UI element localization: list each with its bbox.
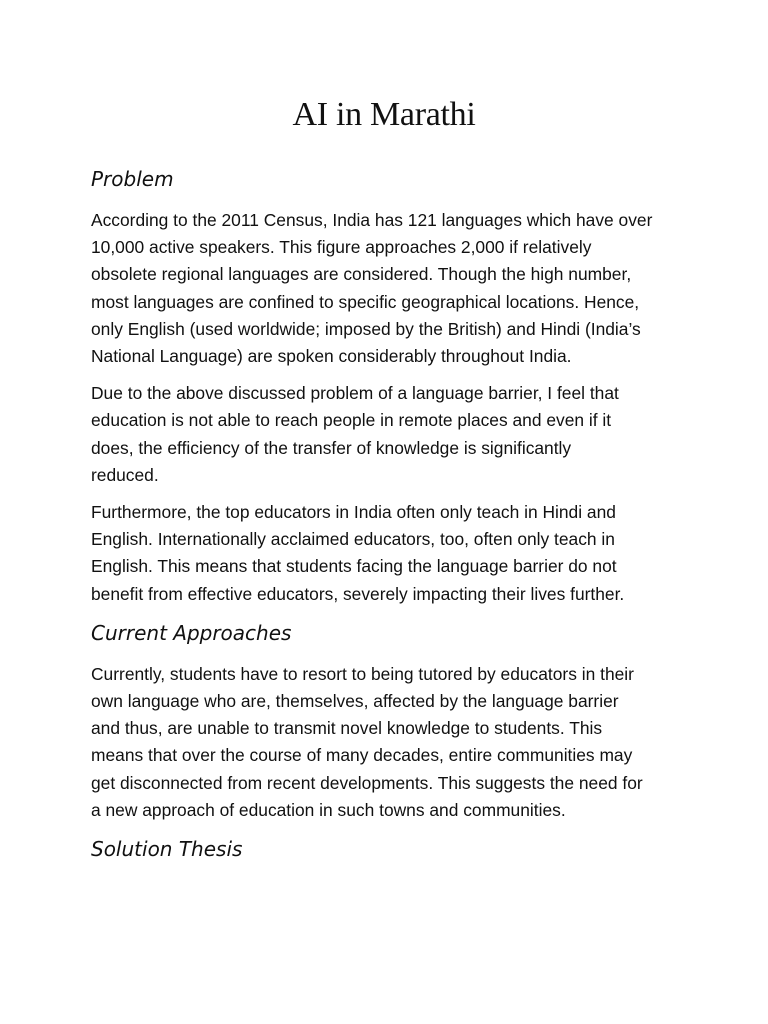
text-line: reduced. <box>91 464 159 485</box>
text-line: 10,000 active speakers. This figure approaches 2,000 if relatively <box>91 237 592 258</box>
paragraph-language-barrier <box>91 380 691 489</box>
text-line: only English (used worldwide; imposed by the British) and Hindi (India’s <box>91 318 641 339</box>
text-line: a new approach of education in such towns and communities. <box>91 799 566 820</box>
text-line: own language who are, themselves, affected by the language barrier <box>91 691 619 712</box>
text-line: English. Internationally acclaimed educators, too, often only teach in <box>91 529 615 550</box>
paragraph-census <box>91 207 691 370</box>
text-line: Due to the above discussed problem of a language barrier, I feel that <box>91 383 619 404</box>
text-line: means that over the course of many decades, entire communities may <box>91 745 633 766</box>
text-line: get disconnected from recent developments. This suggests the need for <box>91 772 643 793</box>
paragraph-top-educators <box>91 499 691 608</box>
text-line: education is not able to reach people in remote places and even if it <box>91 410 612 431</box>
text-line: and thus, are unable to transmit novel knowledge to students. This <box>91 718 603 739</box>
text-line: Currently, students have to resort to being tutored by educators in their <box>91 663 634 684</box>
text-line: most languages are confined to specific geographical locations. Hence, <box>91 291 640 312</box>
text-line: According to the 2011 Census, India has 121 languages which have over <box>91 210 653 230</box>
text-line: National Language) are spoken considerably throughout India. <box>91 346 572 367</box>
section-solution-thesis <box>91 834 691 864</box>
text-line: does, the efficiency of the transfer of knowledge is significantly <box>91 437 572 458</box>
section-heading-current-approaches: Current Approaches <box>91 620 292 645</box>
section-current-approaches <box>91 618 691 824</box>
paragraph-current-approaches <box>91 661 691 824</box>
document-body <box>91 164 691 877</box>
text-line: obsolete regional languages are considered. Though the high number, <box>91 264 632 285</box>
text-line: benefit from effective educators, severely impacting their lives further. <box>91 583 625 604</box>
section-heading-problem: Problem <box>91 167 174 191</box>
section-problem <box>91 164 691 608</box>
text-line: Furthermore, the top educators in India often only teach in Hindi and <box>91 502 616 523</box>
text-line: English. This means that students facing the language barrier do not <box>91 556 617 577</box>
section-heading-solution-thesis: Solution Thesis <box>91 837 243 862</box>
document-title: AI in Marathi <box>292 96 476 133</box>
